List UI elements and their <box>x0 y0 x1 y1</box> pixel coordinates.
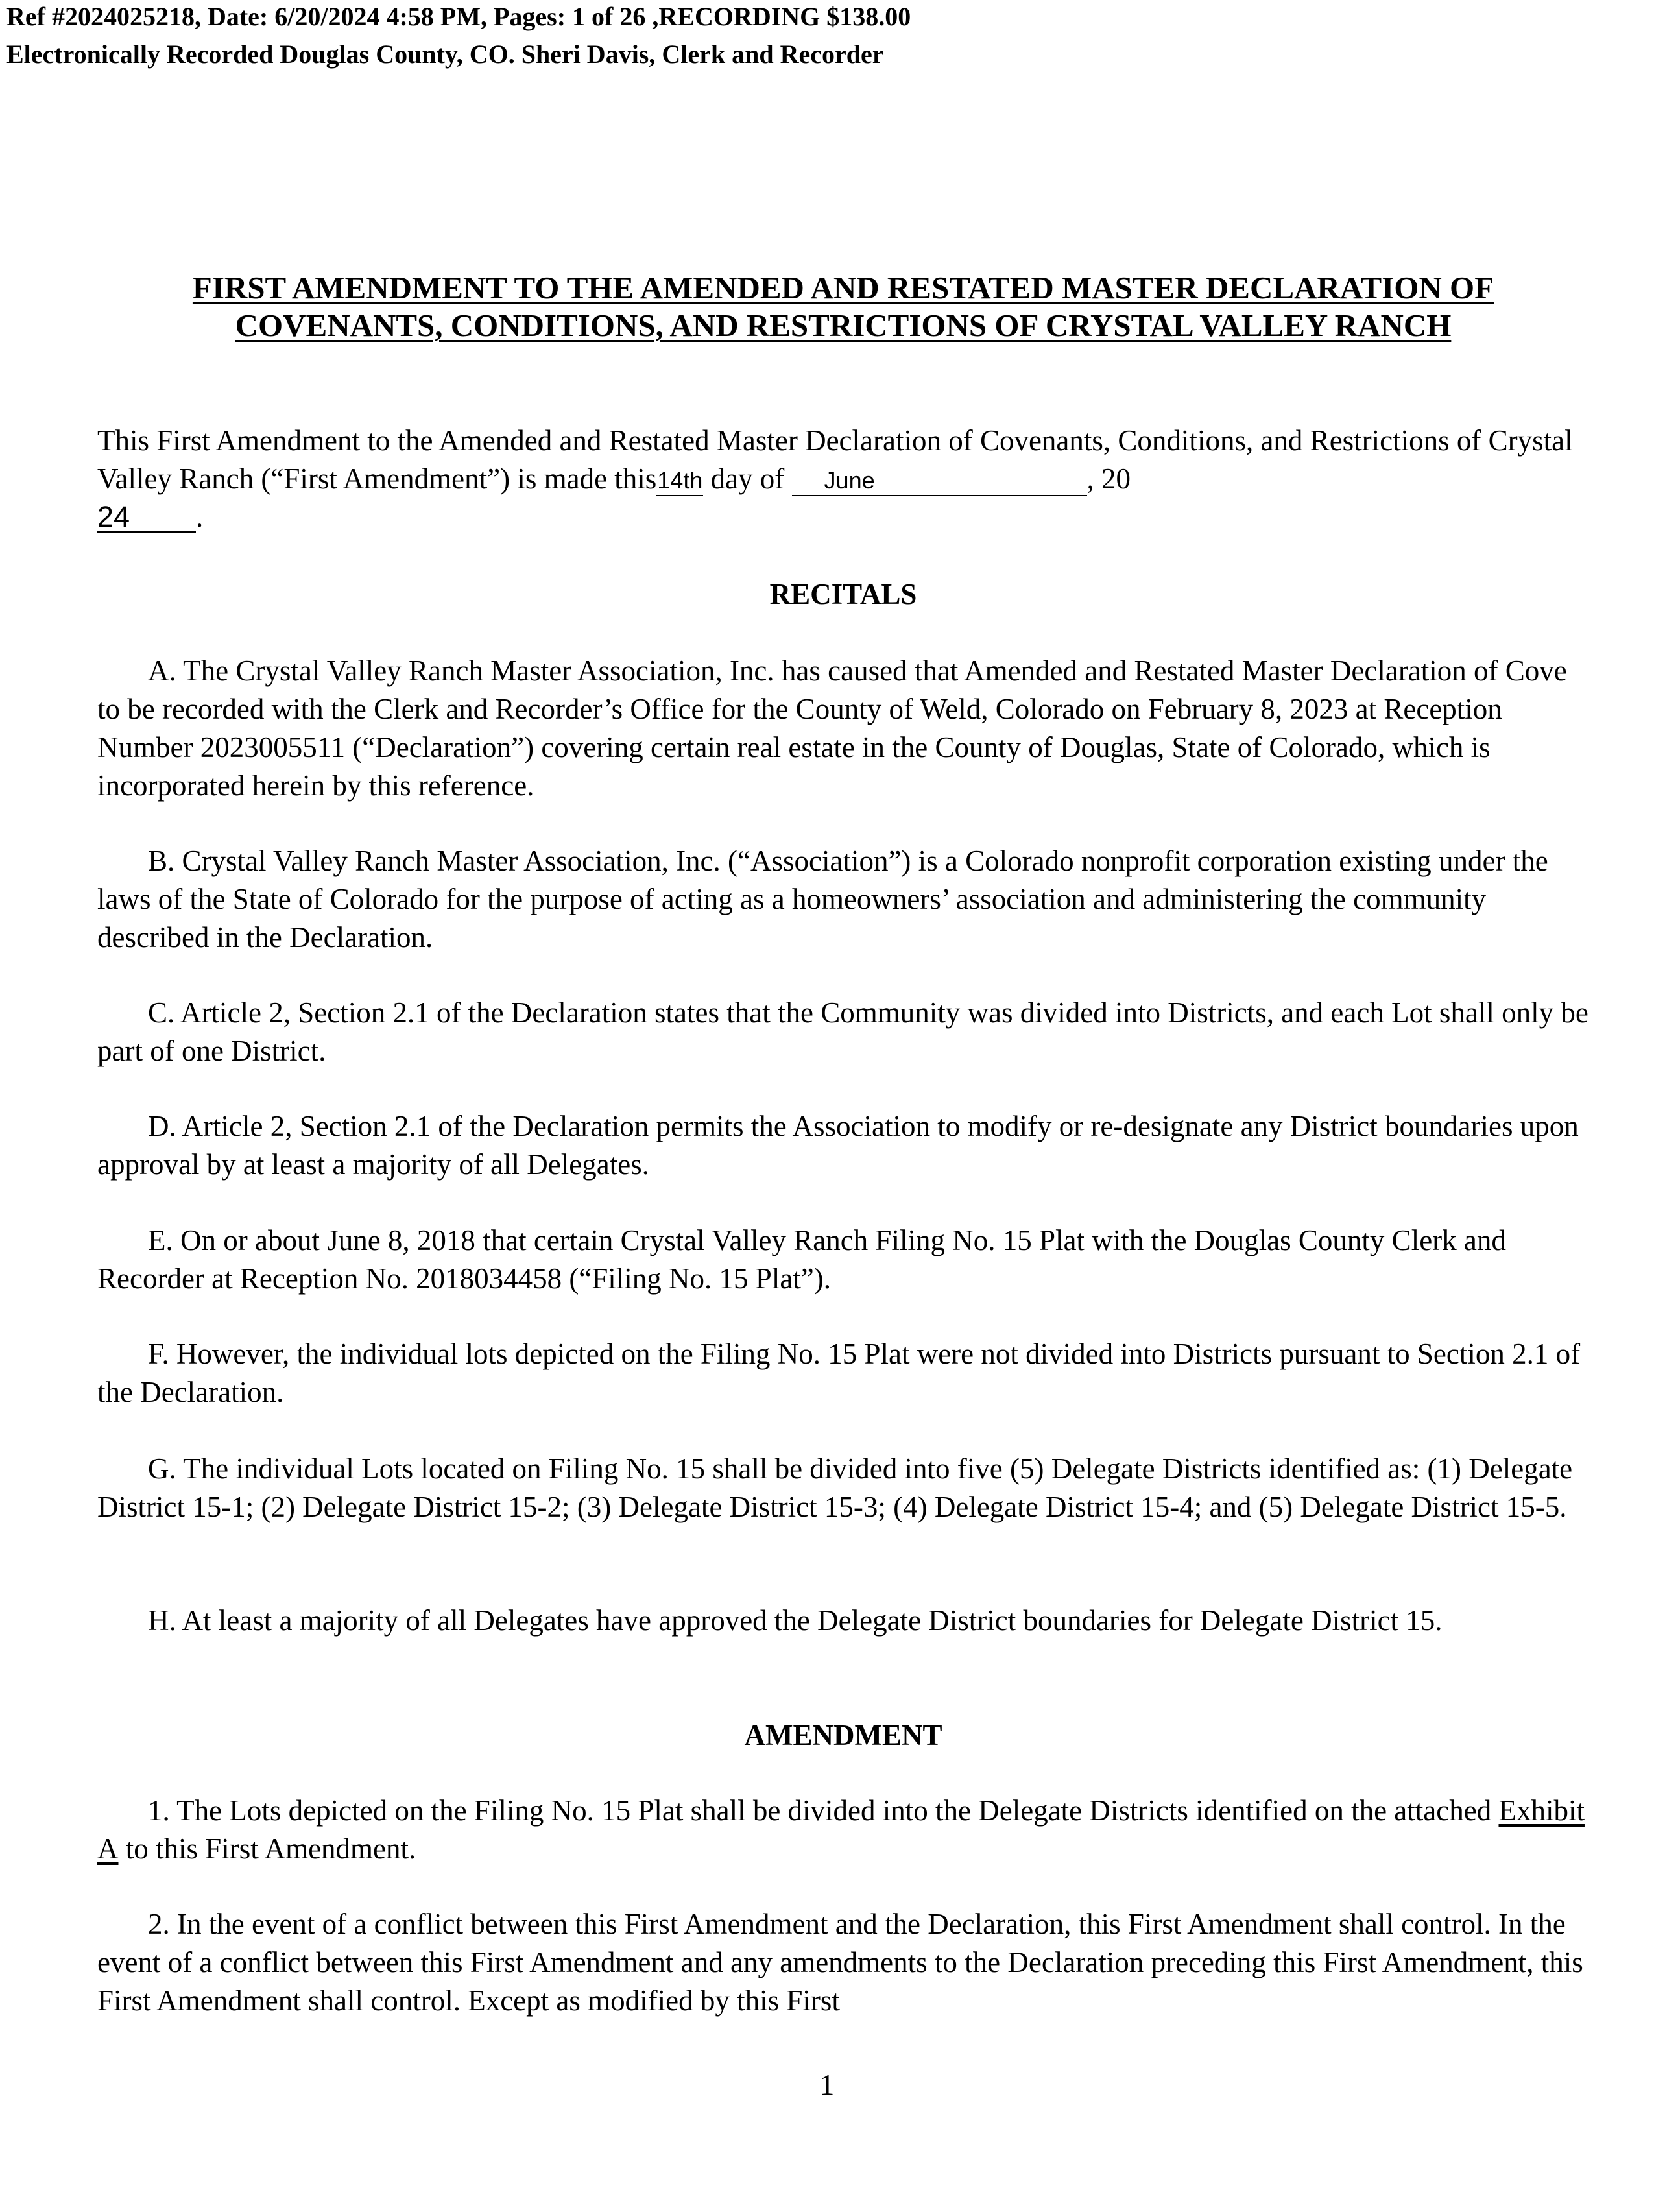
recital-e: E. On or about June 8, 2018 that certain Crystal Valley Ranch Filing No. 15 Plat with the Douglas County Clerk and Recorder at Reception No. 2018034458 (“Filing No. 15 Plat”). <box>97 1224 1506 1295</box>
exhibit-letter: A <box>97 1833 119 1865</box>
recital-f: F. However, the individual lots depicted on the Filing No. 15 Plat were not divided into Districts pursuant to Section 2.1 of the Declaration. <box>97 1338 1581 1408</box>
intro-paragraph <box>97 422 1589 536</box>
amendment-item-1-text: 1. The Lots depicted on the Filing No. 15 Plat shall be divided into the Delegate Districts identified on the attached <box>148 1794 1499 1827</box>
recital-g: G. The individual Lots located on Filing No. 15 shall be divided into five (5) Delegate Districts identified as: (1) Delegate District 15-1; (2) Delegate District 15-2; (3) Delegate District 15-3; (4) Delegate District 15-4; and (5) Delegate District 15-5. <box>97 1452 1573 1523</box>
recital-h: H. At least a majority of all Delegates have approved the Delegate District boundaries for Delegate District 15. <box>148 1604 1443 1637</box>
recitals-heading: RECITALS <box>769 578 917 610</box>
document-title-line-2: COVENANTS, CONDITIONS, AND RESTRICTIONS OF CRYSTAL VALLEY RANCH <box>235 307 1452 343</box>
exhibit-reference: Exhibit <box>1498 1794 1585 1827</box>
page-number: 1 <box>819 2069 835 2101</box>
year-field: 24 <box>97 503 196 533</box>
month-field: June <box>792 466 1087 496</box>
recital-b: B. Crystal Valley Ranch Master Association, Inc. (“Association”) is a Colorado nonprofit corporation existing under the laws of the State of Colorado for the purpose of acting as a homeowners’ association and administering the community described in the Declaration. <box>97 845 1548 954</box>
intro-text: This First Amendment to the Amended and Restated Master Declaration of Covenants, Conditions, and Restrictions of Crystal Valley Ranch (“First Amendment”) is made this <box>97 424 1573 495</box>
recital-d: D. Article 2, Section 2.1 of the Declaration permits the Association to modify or re-designate any District boundaries upon approval by at least a majority of all Delegates. <box>97 1110 1579 1181</box>
recital-a: A. The Crystal Valley Ranch Master Association, Inc. has caused that Amended and Restated Master Declaration of Cove to be recorded with the Clerk and Recorder’s Office for the County of Weld, Colorado on February 8, 2023 at Reception Number 2023005511 (“Declaration”) covering certain real estate in the County of Douglas, State of Colorado, which is incorporated herein by this reference. <box>97 655 1567 802</box>
recording-header-line-1: Ref #2024025218, Date: 6/20/2024 4:58 PM, Pages: 1 of 26 ,RECORDING $138.00 <box>6 2 911 31</box>
amendment-item-1 <box>97 1792 1589 1868</box>
amendment-item-2: 2. In the event of a conflict between this First Amendment and the Declaration, this First Amendment shall control. In the event of a conflict between this First Amendment and any amendments to the Declaration preceding this First Amendment, this First Amendment shall control. Except as modified by this First <box>97 1908 1583 2017</box>
document-title-line-1: FIRST AMENDMENT TO THE AMENDED AND RESTATED MASTER DECLARATION OF <box>192 270 1494 306</box>
amendment-item-1-end: to this First Amendment. <box>118 1833 416 1865</box>
intro-day-of-text: day of <box>703 463 792 495</box>
recital-c: C. Article 2, Section 2.1 of the Declaration states that the Community was divided into Districts, and each Lot shall only be part of one District. <box>97 996 1588 1067</box>
day-field: 14th <box>656 466 703 496</box>
intro-century-text: , 20 <box>1086 463 1131 495</box>
intro-end-text: . <box>196 501 204 533</box>
amendment-heading: AMENDMENT <box>744 1719 942 1751</box>
recording-header-line-2: Electronically Recorded Douglas County, CO. Sheri Davis, Clerk and Recorder <box>6 40 884 69</box>
